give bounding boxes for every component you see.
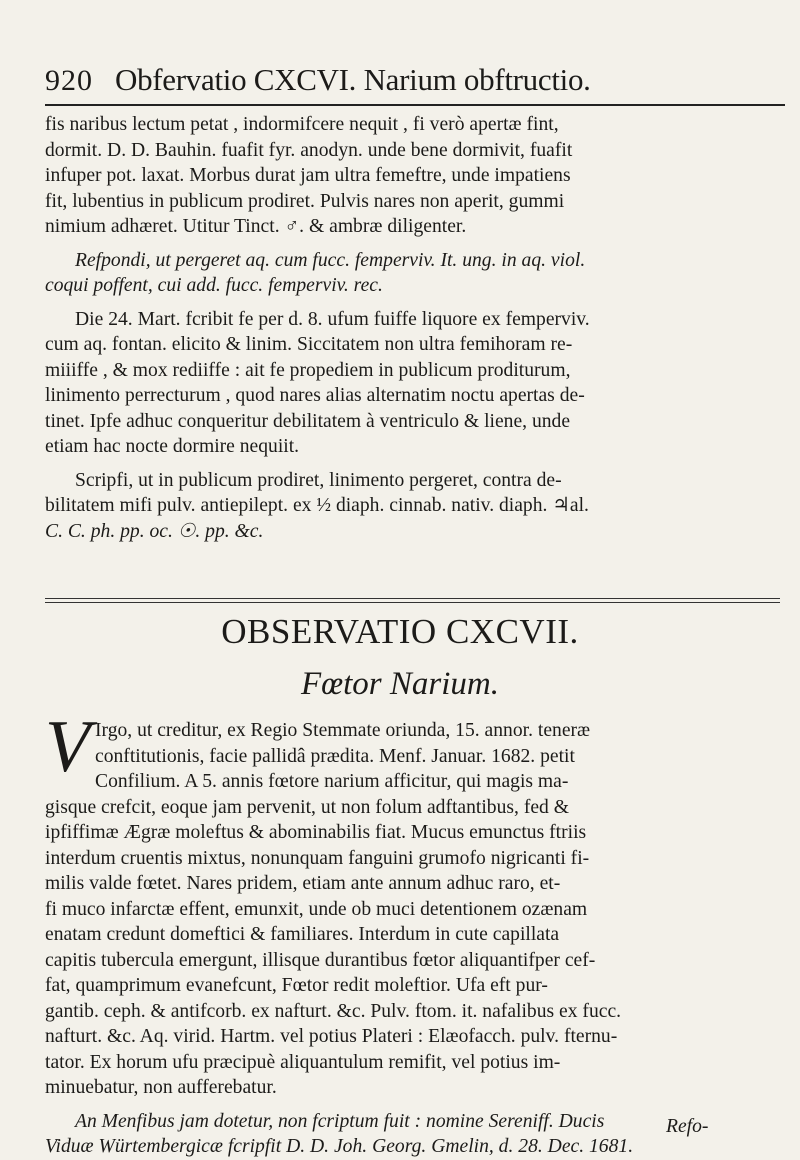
drop-cap: V: [45, 706, 91, 788]
text-line: interdum cruentis mixtus, nonunquam fanguini grumofo nigricanti fi-: [45, 847, 590, 869]
text-line: enatam credunt domeftici & familiares. Interdum in cute capillata: [45, 924, 560, 945]
text-line: dormit. D. D. Bauhin. fuafit fyr. anodyn. unde bene dormivit, fuafit: [45, 139, 573, 161]
text-line: cum aq. fontan. elicito & linim. Siccitatem non ultra femihoram re-: [45, 334, 573, 355]
section-divider-top: [45, 598, 780, 599]
text-line: C. C. ph. pp. oc. ☉. pp. &c.: [45, 520, 264, 542]
observation-197-text: [45, 706, 775, 1160]
text-line: Viduæ Würtembergicæ fcripfit D. D. Joh. Georg. Gmelin, d. 28. Dec. 1681.: [45, 1136, 634, 1157]
page-number: 920: [45, 64, 93, 97]
text-line: gisque crefcit, eoque jam pervenit, ut non folum adftantibus, fed &: [45, 796, 569, 818]
text-line: gantib. ceph. & antifcorb. ex nafturt. &c. Pulv. ftom. it. nafalibus ex fucc.: [45, 1000, 622, 1022]
running-head: [45, 58, 785, 106]
text-line: capitis tubercula emergunt, illisque durantibus fœtor aliquantifper cef-: [45, 949, 596, 971]
observation-subtitle: Fœtor Narium.: [300, 666, 500, 702]
catchword: Refo-: [666, 1116, 709, 1137]
text-line: Scripfi, ut in publicum prodiret, linimento pergeret, contra de-: [75, 469, 562, 491]
running-title: Obfervatio CXCVI. Narium obftructio.: [115, 62, 591, 97]
text-line: ipfiffimæ Ægræ moleftus & abominabilis fiat. Mucus emunctus ftriis: [45, 822, 587, 843]
text-line: Irgo, ut creditur, ex Regio Stemmate oriunda, 15. annor. teneræ: [95, 720, 591, 741]
text-line: fi muco infarctæ effent, emunxit, unde ob muci detentionem ozænam: [45, 898, 588, 920]
text-line: An Menfibus jam dotetur, non fcriptum fuit : nomine Sereniff. Ducis: [75, 1110, 605, 1132]
section-divider-bottom: [45, 602, 780, 603]
observation-heading: OBSERVATIO CXCVII.: [221, 612, 579, 651]
text-line: bilitatem mifi pulv. antiepilept. ex ½ diaph. cinnab. nativ. diaph. ♃al.: [45, 495, 589, 516]
text-line: conftitutionis, facie pallidâ prædita. Menf. Januar. 1682. petit: [95, 745, 575, 767]
text-line: Refpondi, ut pergeret aq. cum fucc. femperviv. It. ung. in aq. viol.: [75, 249, 586, 271]
text-line: fit, lubentius in publicum prodiret. Pulvis nares non aperit, gummi: [45, 190, 565, 212]
text-line: infuper pot. laxat. Morbus durat jam ultra femeftre, unde impatiens: [45, 165, 571, 186]
text-line: minuebatur, non aufferebatur.: [45, 1077, 277, 1098]
text-line: fat, quamprimum evanefcunt, Fœtor redit moleftior. Ufa eft pur-: [45, 975, 548, 996]
text-line: Confilium. A 5. annis fœtore narium afficitur, qui magis ma-: [95, 771, 569, 792]
text-line: tinet. Ipfe adhuc conqueritur debilitatem à ventriculo & liene, unde: [45, 410, 571, 432]
text-line: miiiffe , & mox rediiffe : ait fe propediem in publicum proditurum,: [45, 359, 571, 381]
text-line: milis valde fœtet. Nares pridem, etiam ante annum adhuc raro, et-: [45, 873, 561, 894]
text-line: linimento perrecturum , quod nares alias alternatim noctu apertas de-: [45, 385, 585, 406]
text-line: nafturt. &c. Aq. virid. Hartm. vel potius Plateri : Elæofacch. pulv. fternu-: [45, 1026, 618, 1047]
text-line: fis naribus lectum petat , indormifcere nequit , fi verò apertæ fint,: [45, 114, 559, 135]
text-line: Die 24. Mart. fcribit fe per d. 8. ufum fuiffe liquore ex femperviv.: [75, 308, 590, 330]
observation-196-continuation: [45, 112, 775, 544]
text-line: nimium adhæret. Utitur Tinct. ♂. & ambræ diligenter.: [45, 216, 467, 237]
text-line: coqui poffent, cui add. fucc. femperviv. rec.: [45, 275, 383, 296]
text-line: etiam hac nocte dormire nequiit.: [45, 436, 300, 457]
text-line: tator. Ex horum ufu præcipuè aliquantulum remifit, vel potius im-: [45, 1051, 561, 1073]
